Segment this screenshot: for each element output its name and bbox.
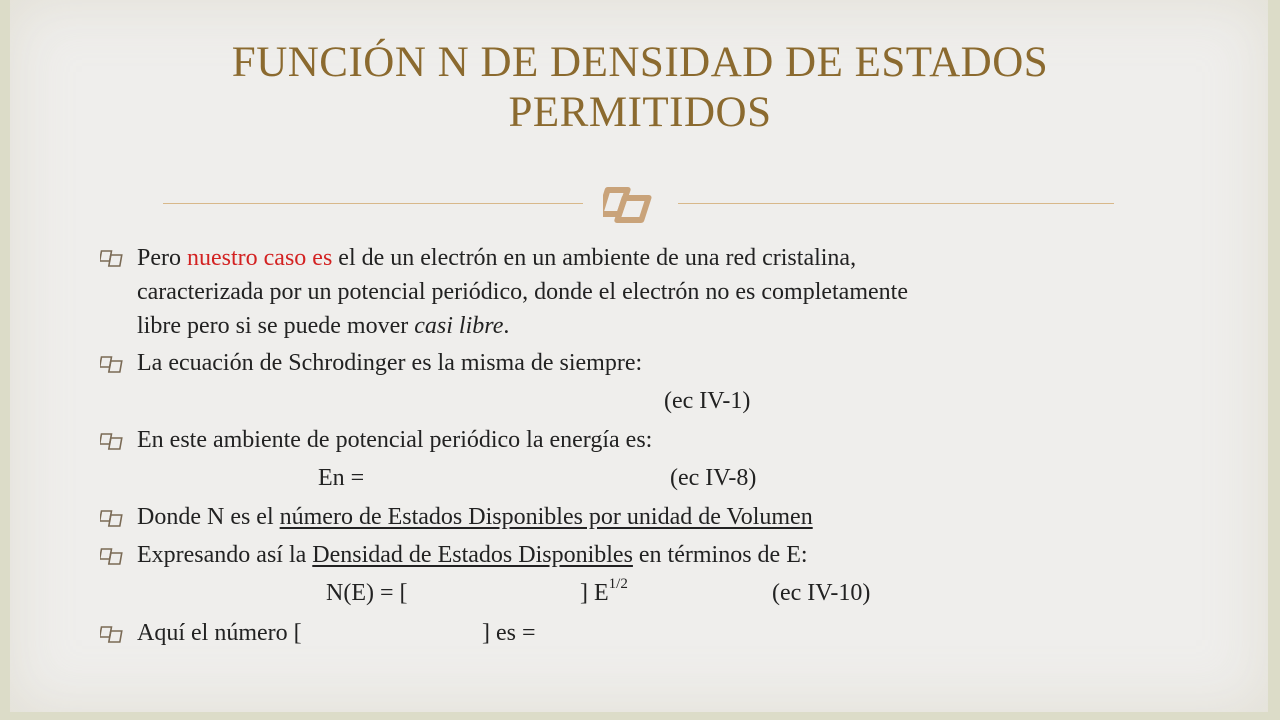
title-rule-left xyxy=(163,203,583,204)
paragraph-electron-crystal: Pero nuestro caso es el de un electrón en un ambiente de una red cristalina, caracterizada por un potencial periódico, donde el electrón no es completamente libre pero si se puede mover casi libre. xyxy=(137,245,908,339)
hollow-square-bullet-icon xyxy=(100,354,130,374)
hollow-square-bullet-icon xyxy=(100,248,130,268)
title-line-1: FUNCIÓN N DE DENSIDAD DE ESTADOS xyxy=(231,39,1049,86)
exponent: 1/2 xyxy=(608,576,628,592)
double-hollow-square-icon xyxy=(603,180,663,224)
hollow-square-bullet-icon xyxy=(100,546,130,566)
hollow-square-bullet-icon xyxy=(100,431,130,451)
paragraph-schrodinger: La ecuación de Schrodinger es la misma de siempre: xyxy=(137,350,643,376)
highlight-text: nuestro caso es xyxy=(187,245,333,271)
slide-title xyxy=(0,38,1280,138)
paragraph-number-right: ] es = xyxy=(482,620,536,646)
hollow-square-bullet-icon xyxy=(100,624,130,644)
underlined-text: número de Estados Disponibles por unidad de Volumen xyxy=(279,504,813,530)
paragraph-number-left: Aquí el número [ xyxy=(137,620,302,646)
equation-label-iv1: (ec IV-1) xyxy=(664,388,751,414)
equation-ne-mid: ] $E^{1/2}$ xyxy=(580,576,628,606)
title-rule-right xyxy=(678,203,1114,204)
paragraph-n-definition: Donde N es el número de Estados Disponibles por unidad de Volumen xyxy=(137,504,813,530)
equation-en: En = xyxy=(318,465,365,491)
equation-label-iv8: (ec IV-8) xyxy=(670,465,757,491)
underlined-text: Densidad de Estados Disponibles xyxy=(312,542,633,568)
paragraph-density: Expresando así la Densidad de Estados Disponibles en términos de E: xyxy=(137,542,808,568)
equation-ne-left: N(E) = [ xyxy=(326,580,408,606)
paragraph-energy: En este ambiente de potencial periódico la energía es: xyxy=(137,427,653,453)
equation-label-iv10: (ec IV-10) xyxy=(772,580,871,606)
italic-text: casi libre xyxy=(414,313,504,339)
title-line-2: PERMITIDOS xyxy=(508,89,772,136)
hollow-square-bullet-icon xyxy=(100,508,130,528)
